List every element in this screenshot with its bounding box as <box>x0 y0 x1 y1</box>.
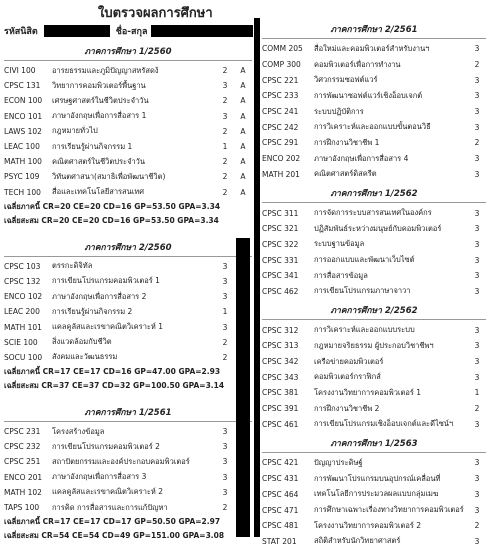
course-name: การคิด การสื่อสารและการแก้ปัญหา <box>52 502 168 512</box>
course-code: CPSC 461 <box>262 419 299 429</box>
course-name: ปัญญาประดิษฐ์ <box>314 457 363 467</box>
course-code: LAWS 102 <box>4 126 42 136</box>
course-code: CPSC 421 <box>262 458 299 468</box>
cumulative-gpa-summary: เฉลี่ยสะสม CR=37 CE=37 CD=32 GP=100.50 GPA=3.14 <box>4 381 225 390</box>
course-row <box>262 322 486 338</box>
course-row <box>4 424 252 439</box>
course-name: เศรษฐศาสตร์ในชีวิตประจำวัน <box>52 95 149 105</box>
semester-title: ภาคการศึกษา 2/2560 <box>4 240 252 257</box>
section-spacer <box>4 543 252 551</box>
semester-title: ภาคการศึกษา 1/2560 <box>4 44 252 61</box>
semester-block <box>4 44 252 236</box>
course-code: CPSC 242 <box>262 122 299 132</box>
course-credit: 3 <box>474 357 480 367</box>
course-credit: 3 <box>222 487 228 497</box>
name-label: ชื่อ-สกุล <box>115 27 148 37</box>
course-name: เครือข่ายคอมพิวเตอร์ <box>314 356 384 366</box>
course-name: ระบบปฏิบัติการ <box>314 106 364 116</box>
course-code: CPSC 481 <box>262 521 299 531</box>
course-code: COMM 205 <box>262 44 303 54</box>
course-name: สื่อใหม่และคอมพิวเตอร์สำหรับงานฯ <box>314 43 430 53</box>
course-name: การพัฒนาซอฟต์แวร์เชิงอ็อบเจกต์ <box>314 90 423 100</box>
course-row <box>4 289 252 304</box>
course-name: สถิติสำหรับนักวิทยาศาสตร์ <box>314 536 401 546</box>
course-credit: 3 <box>474 91 480 101</box>
course-credit: 3 <box>474 505 480 515</box>
course-code: CPSC 232 <box>4 442 41 452</box>
course-credit: 3 <box>222 111 228 121</box>
course-code: SOCU 100 <box>4 352 43 362</box>
course-code: CPSC 391 <box>262 404 299 414</box>
course-name: ภาษาอังกฤษเพื่อการสื่อสาร 1 <box>52 111 147 121</box>
student-id-label: รหัสนิสิต <box>4 27 38 37</box>
course-credit: 3 <box>474 458 480 468</box>
course-credit: 3 <box>222 276 228 286</box>
course-credit: 3 <box>222 81 228 91</box>
course-credit: 3 <box>474 372 480 382</box>
semester-title: ภาคการศึกษา 1/2561 <box>4 405 252 422</box>
course-name: ตรรกะดิจิทัล <box>52 261 93 271</box>
course-credit: 2 <box>474 60 480 70</box>
course-row <box>262 57 486 73</box>
course-name: คอมพิวเตอร์กราฟิกส์ <box>314 372 381 382</box>
course-grade: A <box>240 81 246 91</box>
course-row <box>4 78 252 93</box>
course-credit: 2 <box>222 96 228 106</box>
course-code: CPSC 322 <box>262 239 299 249</box>
course-row <box>4 304 252 319</box>
course-row <box>4 485 252 500</box>
course-credit: 3 <box>222 322 228 332</box>
course-name: สถาปัตยกรรมและองค์ประกอบคอมพิวเตอร์ <box>52 456 190 466</box>
course-code: SCIE 100 <box>4 337 38 347</box>
course-name: การวิเคราะห์และออกแบบขั้นตอนวิธี <box>314 122 431 132</box>
course-credit: 3 <box>474 44 480 54</box>
semester-block <box>262 436 486 549</box>
student-id-redaction <box>44 25 110 37</box>
course-name: แคลคูลัสและเรขาคณิตวิเคราะห์ 2 <box>52 487 164 497</box>
course-row <box>262 119 486 135</box>
course-code: CPSC 233 <box>262 91 299 101</box>
course-row <box>4 350 252 365</box>
course-name: กฎหมายทั่วไป <box>52 126 98 136</box>
course-credit: 1 <box>474 388 480 398</box>
course-name: คณิตศาสตร์ดิสครีต <box>314 169 377 179</box>
course-code: CPSC 313 <box>262 341 299 351</box>
course-credit: 3 <box>222 472 228 482</box>
course-grade: A <box>240 111 246 121</box>
course-row <box>4 470 252 485</box>
course-row <box>262 385 486 401</box>
course-credit: 3 <box>474 489 480 499</box>
course-grade: A <box>240 96 246 106</box>
course-credit: 3 <box>474 169 480 179</box>
course-code: CPSC 431 <box>262 474 299 484</box>
section-spacer <box>4 228 252 236</box>
course-name: ภาษาอังกฤษเพื่อการสื่อสาร 4 <box>314 153 409 163</box>
transcript-header <box>0 0 250 40</box>
course-credit: 3 <box>222 442 228 452</box>
semester-title: ภาคการศึกษา 1/2562 <box>262 186 486 203</box>
course-name: การพัฒนาโปรแกรมบนอุปกรณ์เคลื่อนที่ <box>314 473 441 483</box>
course-credit: 3 <box>474 107 480 117</box>
course-credit: 3 <box>222 261 228 271</box>
course-credit: 3 <box>474 271 480 281</box>
cumulative-gpa-summary: เฉลี่ยสะสม CR=54 CE=54 CD=49 GP=151.00 GPA=3.08 <box>4 531 225 541</box>
course-code: ENCO 202 <box>262 154 301 164</box>
course-row <box>262 487 486 503</box>
course-code: CPSC 131 <box>4 81 41 91</box>
course-code: LEAC 100 <box>4 142 40 152</box>
course-row <box>262 167 486 183</box>
course-code: ECON 100 <box>4 96 43 106</box>
course-credit: 1 <box>222 307 228 317</box>
course-row <box>262 135 486 151</box>
course-code: CPSC 342 <box>262 357 299 367</box>
section-spacer <box>4 393 252 401</box>
course-row <box>4 500 252 515</box>
course-row <box>262 518 486 534</box>
course-credit: 2 <box>222 503 228 513</box>
course-code: CPSC 462 <box>262 286 299 296</box>
course-name: การจัดการระบบสารสนเทศในองค์กร <box>314 208 432 218</box>
course-code: CPSC 221 <box>262 75 299 85</box>
course-row <box>4 274 252 289</box>
semester-title: ภาคการศึกษา 2/2561 <box>262 22 486 39</box>
cumulative-gpa-summary: เฉลี่ยสะสม CR=20 CE=20 CD=16 GP=53.50 GPA=3.34 <box>4 215 219 225</box>
course-name: โครงงานวิทยาการคอมพิวเตอร์ 2 <box>314 520 422 530</box>
course-code: CPSC 321 <box>262 224 299 234</box>
semester-title: ภาคการศึกษา 2/2562 <box>262 303 486 320</box>
course-name: โครงงานวิทยาการคอมพิวเตอร์ 1 <box>314 387 422 397</box>
course-name: วิทยาการคอมพิวเตอร์พื้นฐาน <box>52 80 146 90</box>
semester-block <box>262 303 486 432</box>
course-name: สื่อและเทคโนโลยีสารสนเทศ <box>52 187 145 197</box>
course-name: คณิตศาสตร์ในชีวิตประจำวัน <box>52 156 146 166</box>
course-credit: 3 <box>474 419 480 429</box>
course-credit: 2 <box>474 404 480 414</box>
course-credit: 2 <box>222 157 228 167</box>
course-name: การเขียนโปรแกรมภาษาจาวา <box>314 286 411 296</box>
term-gpa-summary: เฉลี่ยภาคนี้ CR=17 CE=17 CD=16 GP=47.00 GPA=2.93 <box>4 367 221 376</box>
term-gpa-summary: เฉลี่ยภาคนี้ CR=17 CE=17 CD=17 GP=50.50 GPA=2.97 <box>4 517 221 527</box>
course-row <box>4 124 252 139</box>
student-name-redaction <box>151 25 253 37</box>
course-code: CPSC 331 <box>262 255 299 265</box>
course-code: CPSC 241 <box>262 107 299 117</box>
semester-block <box>4 240 252 401</box>
course-name: การวิเคราะห์และออกแบบระบบ <box>314 325 415 335</box>
course-code: CPSC 341 <box>262 271 299 281</box>
redaction-bar-right <box>254 18 260 537</box>
course-name: โครงสร้างข้อมูล <box>52 426 105 436</box>
course-name: วิทันตศาสนา(สมาธิเพื่อพัฒนาชีวิต) <box>52 171 166 181</box>
course-row <box>4 93 252 108</box>
course-name: คอมพิวเตอร์เพื่อการทำงาน <box>314 59 401 69</box>
course-code: CPSC 132 <box>4 276 41 286</box>
course-code: CPSC 471 <box>262 505 299 515</box>
course-credit: 2 <box>474 138 480 148</box>
course-name: การเรียนรู้ผ่านกิจกรรม 1 <box>52 141 133 151</box>
course-row <box>262 72 486 88</box>
course-name: ภาษาอังกฤษเพื่อการสื่อสาร 2 <box>52 291 147 301</box>
course-credit: 3 <box>474 325 480 335</box>
course-row <box>4 109 252 124</box>
course-row <box>262 502 486 518</box>
course-credit: 3 <box>474 208 480 218</box>
semester-block <box>262 186 486 299</box>
course-code: CIVI 100 <box>4 66 36 76</box>
course-credit: 3 <box>474 122 480 132</box>
course-row <box>262 41 486 57</box>
course-row <box>4 63 252 78</box>
course-name: สิ่งแวดล้อมกับชีวิต <box>52 337 112 347</box>
course-code: CPSC 251 <box>4 457 41 467</box>
course-name: วิศวกรรมซอฟต์แวร์ <box>314 75 378 85</box>
right-column <box>262 18 486 549</box>
course-credit: 3 <box>474 474 480 484</box>
course-code: CPSC 343 <box>262 372 299 382</box>
course-row <box>262 338 486 354</box>
course-code: ENCO 102 <box>4 292 43 302</box>
course-row <box>4 169 252 184</box>
course-code: TAPS 100 <box>4 503 40 513</box>
course-credit: 2 <box>222 66 228 76</box>
semester-block <box>262 22 486 182</box>
course-credit: 2 <box>222 352 228 362</box>
course-row <box>262 416 486 432</box>
left-column <box>4 40 252 551</box>
course-row <box>262 354 486 370</box>
course-credit: 3 <box>474 341 480 351</box>
course-code: ENCO 101 <box>4 111 43 121</box>
course-code: CPSC 291 <box>262 138 299 148</box>
course-code: CPSC 103 <box>4 261 41 271</box>
course-row <box>262 221 486 237</box>
course-name: แคลคูลัสและเรขาคณิตวิเคราะห์ 1 <box>52 322 164 332</box>
semester-title: ภาคการศึกษา 1/2563 <box>262 436 486 453</box>
course-code: STAT 201 <box>262 536 297 546</box>
course-name: การฝึกงานวิชาชีพ 2 <box>314 403 380 413</box>
course-grade: A <box>240 126 246 136</box>
course-row <box>4 185 252 200</box>
course-name: การเขียนโปรแกรมเชิงอ็อบเจกต์และดีไซน์ฯ <box>314 419 454 429</box>
redaction-bar-left <box>236 238 250 537</box>
course-credit: 2 <box>222 126 228 136</box>
course-row <box>262 88 486 104</box>
course-row <box>4 335 252 350</box>
course-credit: 3 <box>474 286 480 296</box>
course-name: อารยธรรมและภูมิปัญญาสหรัสดง้ <box>52 65 159 75</box>
course-credit: 3 <box>222 292 228 302</box>
course-code: LEAC 200 <box>4 307 40 317</box>
course-name: การออกแบบและพัฒนาเว็บไซต์ <box>314 255 415 265</box>
course-row <box>4 259 252 274</box>
course-name: ภาษาอังกฤษเพื่อการสื่อสาร 3 <box>52 472 147 482</box>
course-row <box>262 151 486 167</box>
course-row <box>262 268 486 284</box>
course-credit: 3 <box>222 457 228 467</box>
course-grade: A <box>240 187 246 197</box>
course-name: การเขียนโปรแกรมคอมพิวเตอร์ 2 <box>52 441 160 451</box>
course-row <box>262 252 486 268</box>
course-credit: 3 <box>222 427 228 437</box>
course-credit: 2 <box>222 172 228 182</box>
course-code: PSYC 109 <box>4 172 40 182</box>
course-row <box>4 154 252 169</box>
course-row <box>262 471 486 487</box>
course-row <box>4 139 252 154</box>
course-code: CPSC 464 <box>262 489 299 499</box>
course-credit: 3 <box>474 224 480 234</box>
course-name: ระบบฐานข้อมูล <box>314 239 365 249</box>
course-credit: 3 <box>474 536 480 546</box>
course-name: การฝึกงานวิชาชีพ 1 <box>314 137 380 147</box>
course-row <box>4 454 252 469</box>
course-code: TECH 100 <box>4 187 41 197</box>
course-code: CPSC 311 <box>262 208 299 218</box>
course-row <box>262 369 486 385</box>
course-row <box>262 534 486 550</box>
course-name: การเขียนโปรแกรมคอมพิวเตอร์ 1 <box>52 276 160 286</box>
course-row <box>262 237 486 253</box>
term-gpa-summary: เฉลี่ยภาคนี้ CR=20 CE=20 CD=16 GP=53.50 GPA=3.34 <box>4 201 221 211</box>
course-credit: 2 <box>222 337 228 347</box>
course-row <box>262 401 486 417</box>
course-credit: 2 <box>222 187 228 197</box>
course-credit: 3 <box>474 75 480 85</box>
course-code: MATH 102 <box>4 487 42 497</box>
course-code: MATH 101 <box>4 322 42 332</box>
course-code: MATH 201 <box>262 169 300 179</box>
course-name: กฎหมายจริยธรรม ผู้ประกอบวิชาชีพฯ <box>314 340 434 350</box>
course-credit: 1 <box>222 142 228 152</box>
course-row <box>262 284 486 300</box>
course-code: MATH 100 <box>4 157 42 167</box>
course-name: การศึกษาเฉพาะเรื่องทางวิทยาการคอมพิวเตอร์ <box>314 505 464 515</box>
course-code: CPSC 312 <box>262 325 299 335</box>
course-code: ENCO 201 <box>4 472 43 482</box>
course-grade: A <box>240 157 246 167</box>
course-row <box>4 439 252 454</box>
course-grade: A <box>240 172 246 182</box>
course-row <box>4 319 252 334</box>
course-grade: A <box>240 142 246 152</box>
course-code: CPSC 231 <box>4 427 41 437</box>
course-name: ปฏิสัมพันธ์ระหว่างมนุษย์กับคอมพิวเตอร์ <box>314 223 442 233</box>
course-code: CPSC 381 <box>262 388 299 398</box>
course-credit: 3 <box>474 239 480 249</box>
course-credit: 2 <box>474 521 480 531</box>
course-name: เทคโนโลยีการประมวลผลแบบกลุ่มเมฆ <box>314 489 439 499</box>
course-credit: 3 <box>474 255 480 265</box>
student-info-row <box>4 24 253 38</box>
course-name: การสื่อสารข้อมูล <box>314 270 368 280</box>
document-title: ใบตรวจผลการศึกษา <box>98 6 213 21</box>
course-name: สังคมและวัฒนธรรม <box>52 352 118 362</box>
course-row <box>262 104 486 120</box>
course-row <box>262 205 486 221</box>
course-grade: A <box>240 66 246 76</box>
course-name: การเรียนรู้ผ่านกิจกรรม 2 <box>52 306 133 316</box>
course-row <box>262 455 486 471</box>
course-credit: 3 <box>474 154 480 164</box>
course-code: COMP 300 <box>262 60 301 70</box>
semester-block <box>4 405 252 551</box>
